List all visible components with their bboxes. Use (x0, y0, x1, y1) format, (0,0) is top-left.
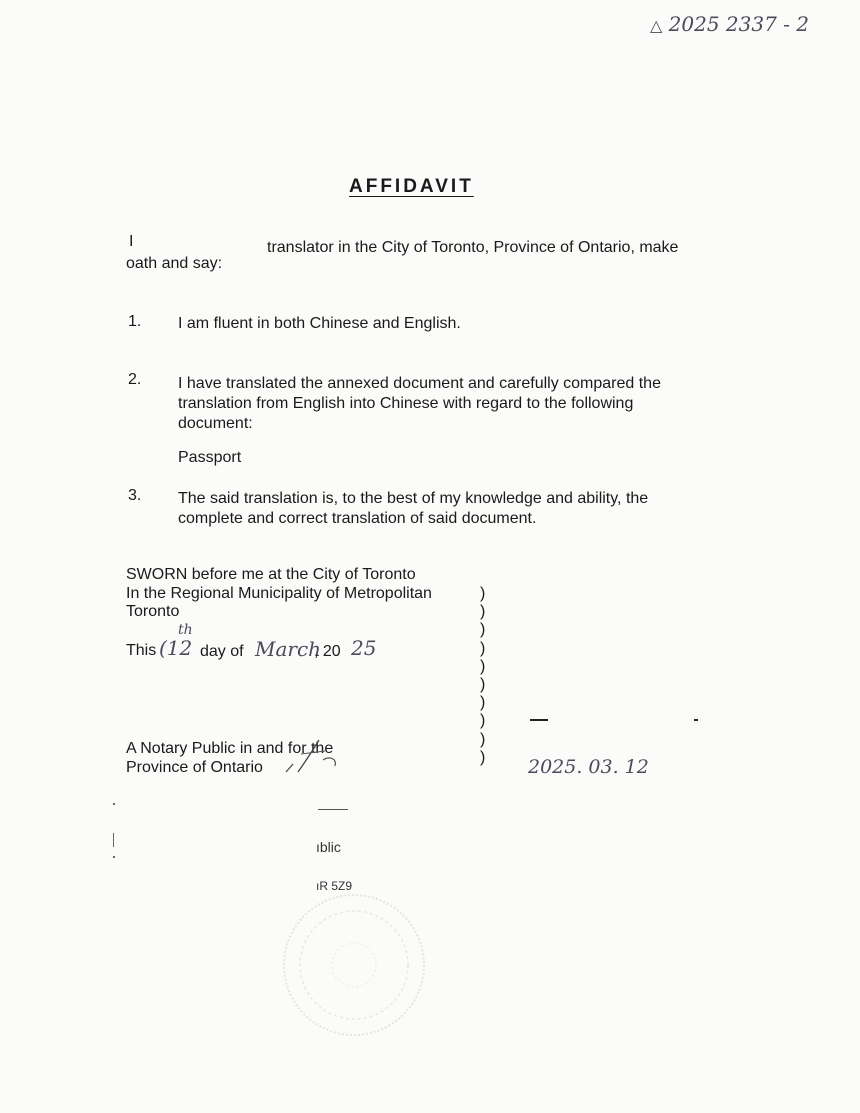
document-name: Passport (178, 449, 242, 466)
day-handwritten: (12 (159, 636, 193, 660)
sworn-line-3: Toronto (126, 603, 180, 620)
intro-line-2: oath and say: (126, 255, 223, 272)
stamp-line (318, 809, 348, 810)
margin-mark (113, 833, 114, 847)
notary-seal (262, 885, 442, 1045)
this-label: This (126, 642, 157, 659)
item-number: 2. (128, 371, 142, 388)
stamp-fragment-2: ıR 5Z9 (316, 879, 353, 893)
notary-line-2: Province of Ontario (126, 759, 263, 776)
signature-line-mark (694, 719, 698, 721)
signature-date-handwritten: 2025. 03. 12 (528, 756, 649, 778)
sworn-line-2: In the Regional Municipality of Metropolitan (126, 585, 432, 602)
intro-line-1: translator in the City of Toronto, Province of Ontario, make (267, 239, 679, 256)
item-text: I have translated the annexed document and carefully compared the translation from English into Chinese with regard to the following document: (178, 375, 661, 432)
day-of-label: day of (200, 643, 244, 660)
page-title: AFFIDAVIT (349, 176, 474, 197)
document-reference-handwritten: △ 2025 2337 - 2 (650, 12, 810, 36)
signature-line-mark (530, 719, 548, 721)
year-handwritten: 25 (351, 636, 377, 660)
notary-line-1: A Notary Public in and for the (126, 740, 334, 757)
margin-mark (113, 856, 115, 858)
margin-mark (113, 803, 115, 805)
item-number: 3. (128, 487, 142, 504)
day-suffix-handwritten: th (178, 622, 193, 638)
month-handwritten: March (255, 637, 322, 661)
triangle-mark-icon: △ (650, 16, 663, 35)
year-prefix: , 20 (314, 643, 341, 660)
intro-i: I (129, 233, 134, 250)
item-text: The said translation is, to the best of my knowledge and ability, the complete and correct translation of said document. (178, 490, 649, 527)
parenthesis-column: ) ) ) ) ) ) ) ) ) ) (480, 585, 486, 766)
item-number: 1. (128, 313, 142, 330)
stamp-fragment-1: ıblic (316, 839, 341, 855)
item-text: I am fluent in both Chinese and English. (178, 315, 461, 332)
sworn-line-1: SWORN before me at the City of Toronto (126, 566, 416, 583)
notary-signature (283, 736, 343, 776)
